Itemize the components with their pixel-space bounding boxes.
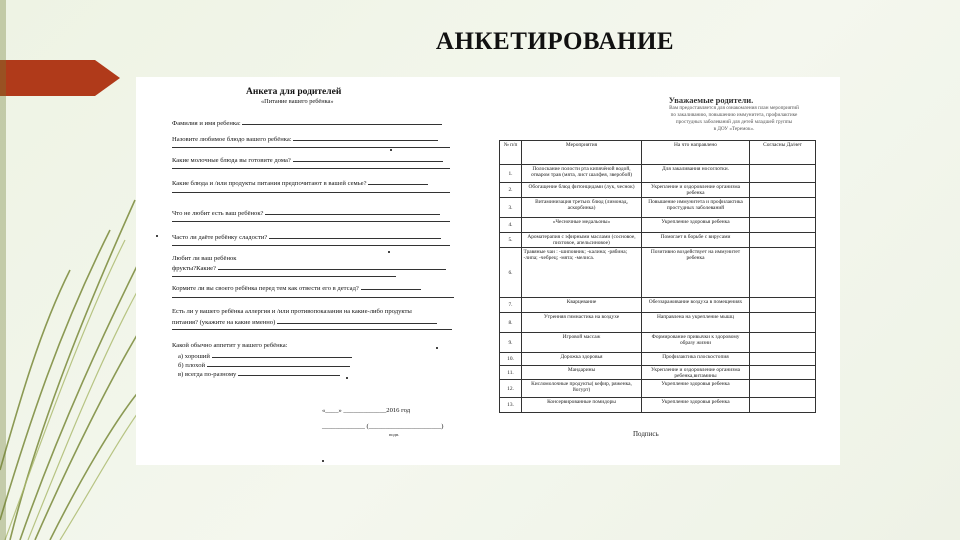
col-header-agree: Согласны Да/нет (750, 141, 816, 165)
decorative-stripes-light (5, 240, 140, 540)
question-allergy-1: Есть ли у вашего ребёнка аллергия и /или противопоказания на какие-либо продукты (172, 308, 412, 315)
scan-speck (388, 251, 390, 253)
answer-line (172, 276, 396, 277)
table-row (500, 398, 816, 413)
left-edge-bar (0, 0, 6, 540)
row-number: 10. (500, 353, 522, 366)
row-agree-cell[interactable] (750, 380, 816, 398)
table-row (500, 298, 816, 313)
row-number: 6. (500, 248, 522, 298)
table-header-row (500, 141, 816, 165)
row-activity: Мандарины (522, 366, 642, 380)
question-dislikes: Что не любит есть ваш ребёнок? (172, 208, 440, 217)
row-agree-cell[interactable] (750, 366, 816, 380)
row-agree-cell[interactable] (750, 298, 816, 313)
question-breakfast: Кормите ли вы своего ребёнка перед тем как отвести его в детсад? (172, 283, 421, 292)
answer-line (172, 297, 454, 298)
table-row (500, 380, 816, 398)
question-child-name: Фамилия и имя ребенка: (172, 118, 442, 127)
row-activity: Травяные чаи : -шиповник; -калина; -рябина; -липа; -чебрец; -мята; -мелиса. (522, 248, 642, 298)
row-activity: Консервированные помидоры (522, 398, 642, 413)
table-row (500, 313, 816, 333)
row-purpose: Помогает в борьбе с вирусами (642, 233, 750, 248)
row-agree-cell[interactable] (750, 353, 816, 366)
signature-caption: подп. (389, 432, 400, 437)
signature-line: _____________ (______________________) (322, 423, 444, 430)
scan-speck (346, 377, 348, 379)
date-line: «____» _____________2016 год (322, 407, 411, 414)
row-number: 1. (500, 165, 522, 183)
plan-intro-line: в ДОУ «Теремок». (713, 126, 755, 132)
row-purpose: Укрепление здоровья ребенка (642, 218, 750, 233)
answer-line (172, 192, 450, 193)
row-number: 12. (500, 380, 522, 398)
row-purpose: Направлена на укрепление мышц (642, 313, 750, 333)
plan-intro-line: по закаливанию, повышению иммунитета, профилактике (670, 112, 798, 118)
row-activity: Полоскание полости рта кипячёной водой, отваром трав (мята, лист шалфея, зверобой) (522, 165, 642, 183)
table-row (500, 233, 816, 248)
row-activity: Дорожка здоровья (522, 353, 642, 366)
row-activity: Кисломолочные продукты( кефир, ряженка, йогурт) (522, 380, 642, 398)
row-agree-cell[interactable] (750, 398, 816, 413)
activities-table (499, 140, 816, 413)
answer-line (172, 245, 450, 246)
row-number: 2. (500, 183, 522, 198)
plan-intro-line: простудных заболеваний для детей младшей группы (675, 119, 793, 125)
row-purpose: Укрепление здоровья ребенка (642, 380, 750, 398)
answer-line (172, 147, 450, 148)
answer-line (172, 168, 450, 169)
row-number: 7. (500, 298, 522, 313)
plan-signature-label: Подпись (633, 430, 659, 438)
row-number: 3. (500, 198, 522, 218)
row-activity: Ароматерапия с эфирными маслами (сосновое, пихтовое, апельсиновое) (522, 233, 642, 248)
row-number: 11. (500, 366, 522, 380)
parent-questionnaire (136, 77, 466, 465)
question-favourite-dish: Назовите любимое блюдо вашего ребёнка: (172, 134, 438, 143)
option-good: а) хороший (178, 351, 352, 360)
answer-line (172, 221, 450, 222)
question-appetite: Какой обычно аппетит у вашего ребёнка: (172, 342, 288, 349)
row-purpose: Для закаливания носоглотки. (642, 165, 750, 183)
table-row (500, 353, 816, 366)
row-agree-cell[interactable] (750, 248, 816, 298)
row-number: 9. (500, 333, 522, 353)
table-row (500, 183, 816, 198)
col-header-number: № п/п (500, 141, 522, 165)
scan-speck (390, 149, 392, 151)
row-purpose: Профилактика плоскостопия (642, 353, 750, 366)
row-agree-cell[interactable] (750, 165, 816, 183)
table-row (500, 218, 816, 233)
activities-plan (491, 77, 840, 465)
question-allergy-2: питания? (укажите на какие именно) (172, 317, 437, 326)
questionnaire-title: Анкета для родителей (246, 87, 342, 97)
table-row (500, 248, 816, 298)
row-number: 8. (500, 313, 522, 333)
row-purpose: Укрепление здоровья ребенка (642, 398, 750, 413)
table-row (500, 333, 816, 353)
col-header-purpose: На что направлено (642, 141, 750, 165)
row-purpose: Укрепление и оздоровление организма ребенка (642, 183, 750, 198)
question-fruits-1: Любит ли ваш ребёнок (172, 255, 237, 262)
scan-speck (156, 235, 158, 237)
row-agree-cell[interactable] (750, 183, 816, 198)
col-header-activity: Мероприятия (522, 141, 642, 165)
scanned-documents (136, 77, 840, 465)
row-agree-cell[interactable] (750, 313, 816, 333)
plan-intro-line: Вам предоставляется для ознакомления план мероприятий (669, 105, 799, 111)
row-activity: Кварцевание (522, 298, 642, 313)
red-arrow-accent (0, 60, 120, 96)
row-agree-cell[interactable] (750, 218, 816, 233)
row-activity: Витаминизация третьих блюд (лимонад, аскорбинка) (522, 198, 642, 218)
row-purpose: Повышение иммунитета и профилактика простудных заболеваний (642, 198, 750, 218)
row-activity: «Чесночные медальоны» (522, 218, 642, 233)
option-bad: б) плохой (178, 360, 350, 369)
question-dairy-dishes: Какие молочные блюда вы готовите дома? (172, 155, 443, 164)
row-number: 13. (500, 398, 522, 413)
table-row (500, 198, 816, 218)
row-number: 5. (500, 233, 522, 248)
table-row (500, 366, 816, 380)
option-varies: в) всегда по-разному (178, 369, 340, 378)
scan-speck (436, 347, 438, 349)
question-fruits-2: фрукты?Какие? (172, 263, 446, 272)
row-purpose: Укрепление и оздоровление организма ребенка,витамины (642, 366, 750, 380)
plan-heading: Уважаемые родители. (668, 95, 754, 105)
row-activity: Утренняя гимнастика на воздухе (522, 313, 642, 333)
scan-speck (322, 460, 324, 462)
slide-title: АНКЕТИРОВАНИЕ (435, 28, 675, 55)
row-activity: Игровой массаж (522, 333, 642, 353)
row-activity: Обогащение блюд фитонцидами (лук, чеснок) (522, 183, 642, 198)
answer-line (172, 329, 452, 330)
row-number: 4. (500, 218, 522, 233)
row-purpose: Формирование привычки к здоровому образу жизни (642, 333, 750, 353)
questionnaire-subtitle: «Питание вашего ребёнка» (261, 98, 334, 105)
row-agree-cell[interactable] (750, 198, 816, 218)
row-agree-cell[interactable] (750, 233, 816, 248)
question-sweets: Часто ли даёте ребёнку сладости? (172, 232, 441, 241)
row-purpose: Обеззараживание воздуха в помещениях (642, 298, 750, 313)
question-family-food: Какие блюда и /или продукты питания предпочитают в вашей семье? (172, 178, 428, 187)
row-purpose: Позитивно воздействует на иммунитет ребенка (642, 248, 750, 298)
table-row (500, 165, 816, 183)
row-agree-cell[interactable] (750, 333, 816, 353)
